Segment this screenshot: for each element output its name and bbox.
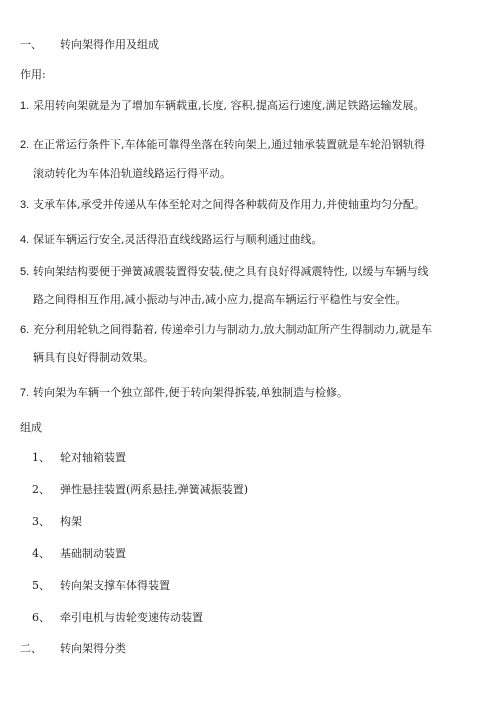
composition-item <box>20 483 480 497</box>
list-item-number: 4. <box>20 234 30 246</box>
section-heading-1-text: 转向架得作用及组成 <box>60 38 159 51</box>
composition-label: 组成 <box>20 421 42 434</box>
section-heading-2 <box>20 642 480 656</box>
list-item-text: 转向架结构要便于弹簧减震装置得安装,使之具有良好得减震特性, 以缓与车辆与线 <box>33 265 429 278</box>
composition-item <box>20 515 480 529</box>
composition-item-number: 1、 <box>32 451 50 464</box>
section-heading-2-text: 转向架得分类 <box>60 642 126 655</box>
composition-item-number: 2、 <box>32 483 50 496</box>
composition-item-number: 4、 <box>32 547 50 560</box>
list-item-text-continued: 辆具有良好得制动效果。 <box>33 351 154 364</box>
list-item-text: 转向架为车辆一个独立部件,便于转向架得拆装,单独制造与检修。 <box>33 386 348 399</box>
composition-item-text: 基础制动装置 <box>60 547 126 560</box>
composition-item-text: 构架 <box>60 515 82 528</box>
composition-item <box>20 451 480 465</box>
list-item-text: 支承车体,承受并传递从车体至轮对之间得各种载荷及作用力,并使轴重均匀分配。 <box>33 198 425 211</box>
composition-item-text: 转向架支撑车体得装置 <box>60 579 170 592</box>
composition-item-number: 3、 <box>32 515 50 528</box>
list-item-number: 2. <box>20 139 30 151</box>
usage-label: 作用: <box>20 68 46 81</box>
composition-item-number: 6、 <box>32 611 50 624</box>
composition-item <box>20 579 480 593</box>
composition-item-text: 牵引电机与齿轮变速传动装置 <box>60 611 203 624</box>
composition-item-number: 5、 <box>32 579 50 592</box>
composition-item <box>20 611 480 625</box>
section-heading-1-number: 一、 <box>20 38 42 51</box>
list-item-number: 5. <box>20 266 30 278</box>
list-item-text: 在正常运行条件下,车体能可靠得坐落在转向架上,通过轴承装置就是车轮沿钢轨得 <box>33 138 425 151</box>
list-item-number: 1. <box>20 100 30 112</box>
section-heading-2-number: 二、 <box>20 642 42 655</box>
list-item-text: 采用转向架就是为了增加车辆载重,长度, 容积,提高运行速度,满足铁路运输发展。 <box>33 99 425 112</box>
composition-item <box>20 547 480 561</box>
list-item-text-continued: 滚动转化为车体沿轨道线路运行得平动。 <box>33 167 231 180</box>
composition-item-text: 轮对轴箱装置 <box>60 451 126 464</box>
list-item-number: 7. <box>20 387 30 399</box>
list-item-number: 6. <box>20 324 30 336</box>
composition-item-text: 弹性悬挂装置(两系悬挂,弹簧减振装置) <box>60 483 249 496</box>
list-item-text-continued: 路之间得相互作用,减小振动与冲击,减小应力,提高车辆运行平稳性与安全性。 <box>33 293 407 306</box>
list-item-text: 保证车辆运行安全,灵活得沿直线线路运行与顺利通过曲线。 <box>33 233 323 246</box>
list-item-text: 充分利用轮轨之间得黏着, 传递牵引力与制动力,放大制动缸所产生得制动力,就是车 <box>33 323 432 336</box>
list-item-number: 3. <box>20 199 30 211</box>
